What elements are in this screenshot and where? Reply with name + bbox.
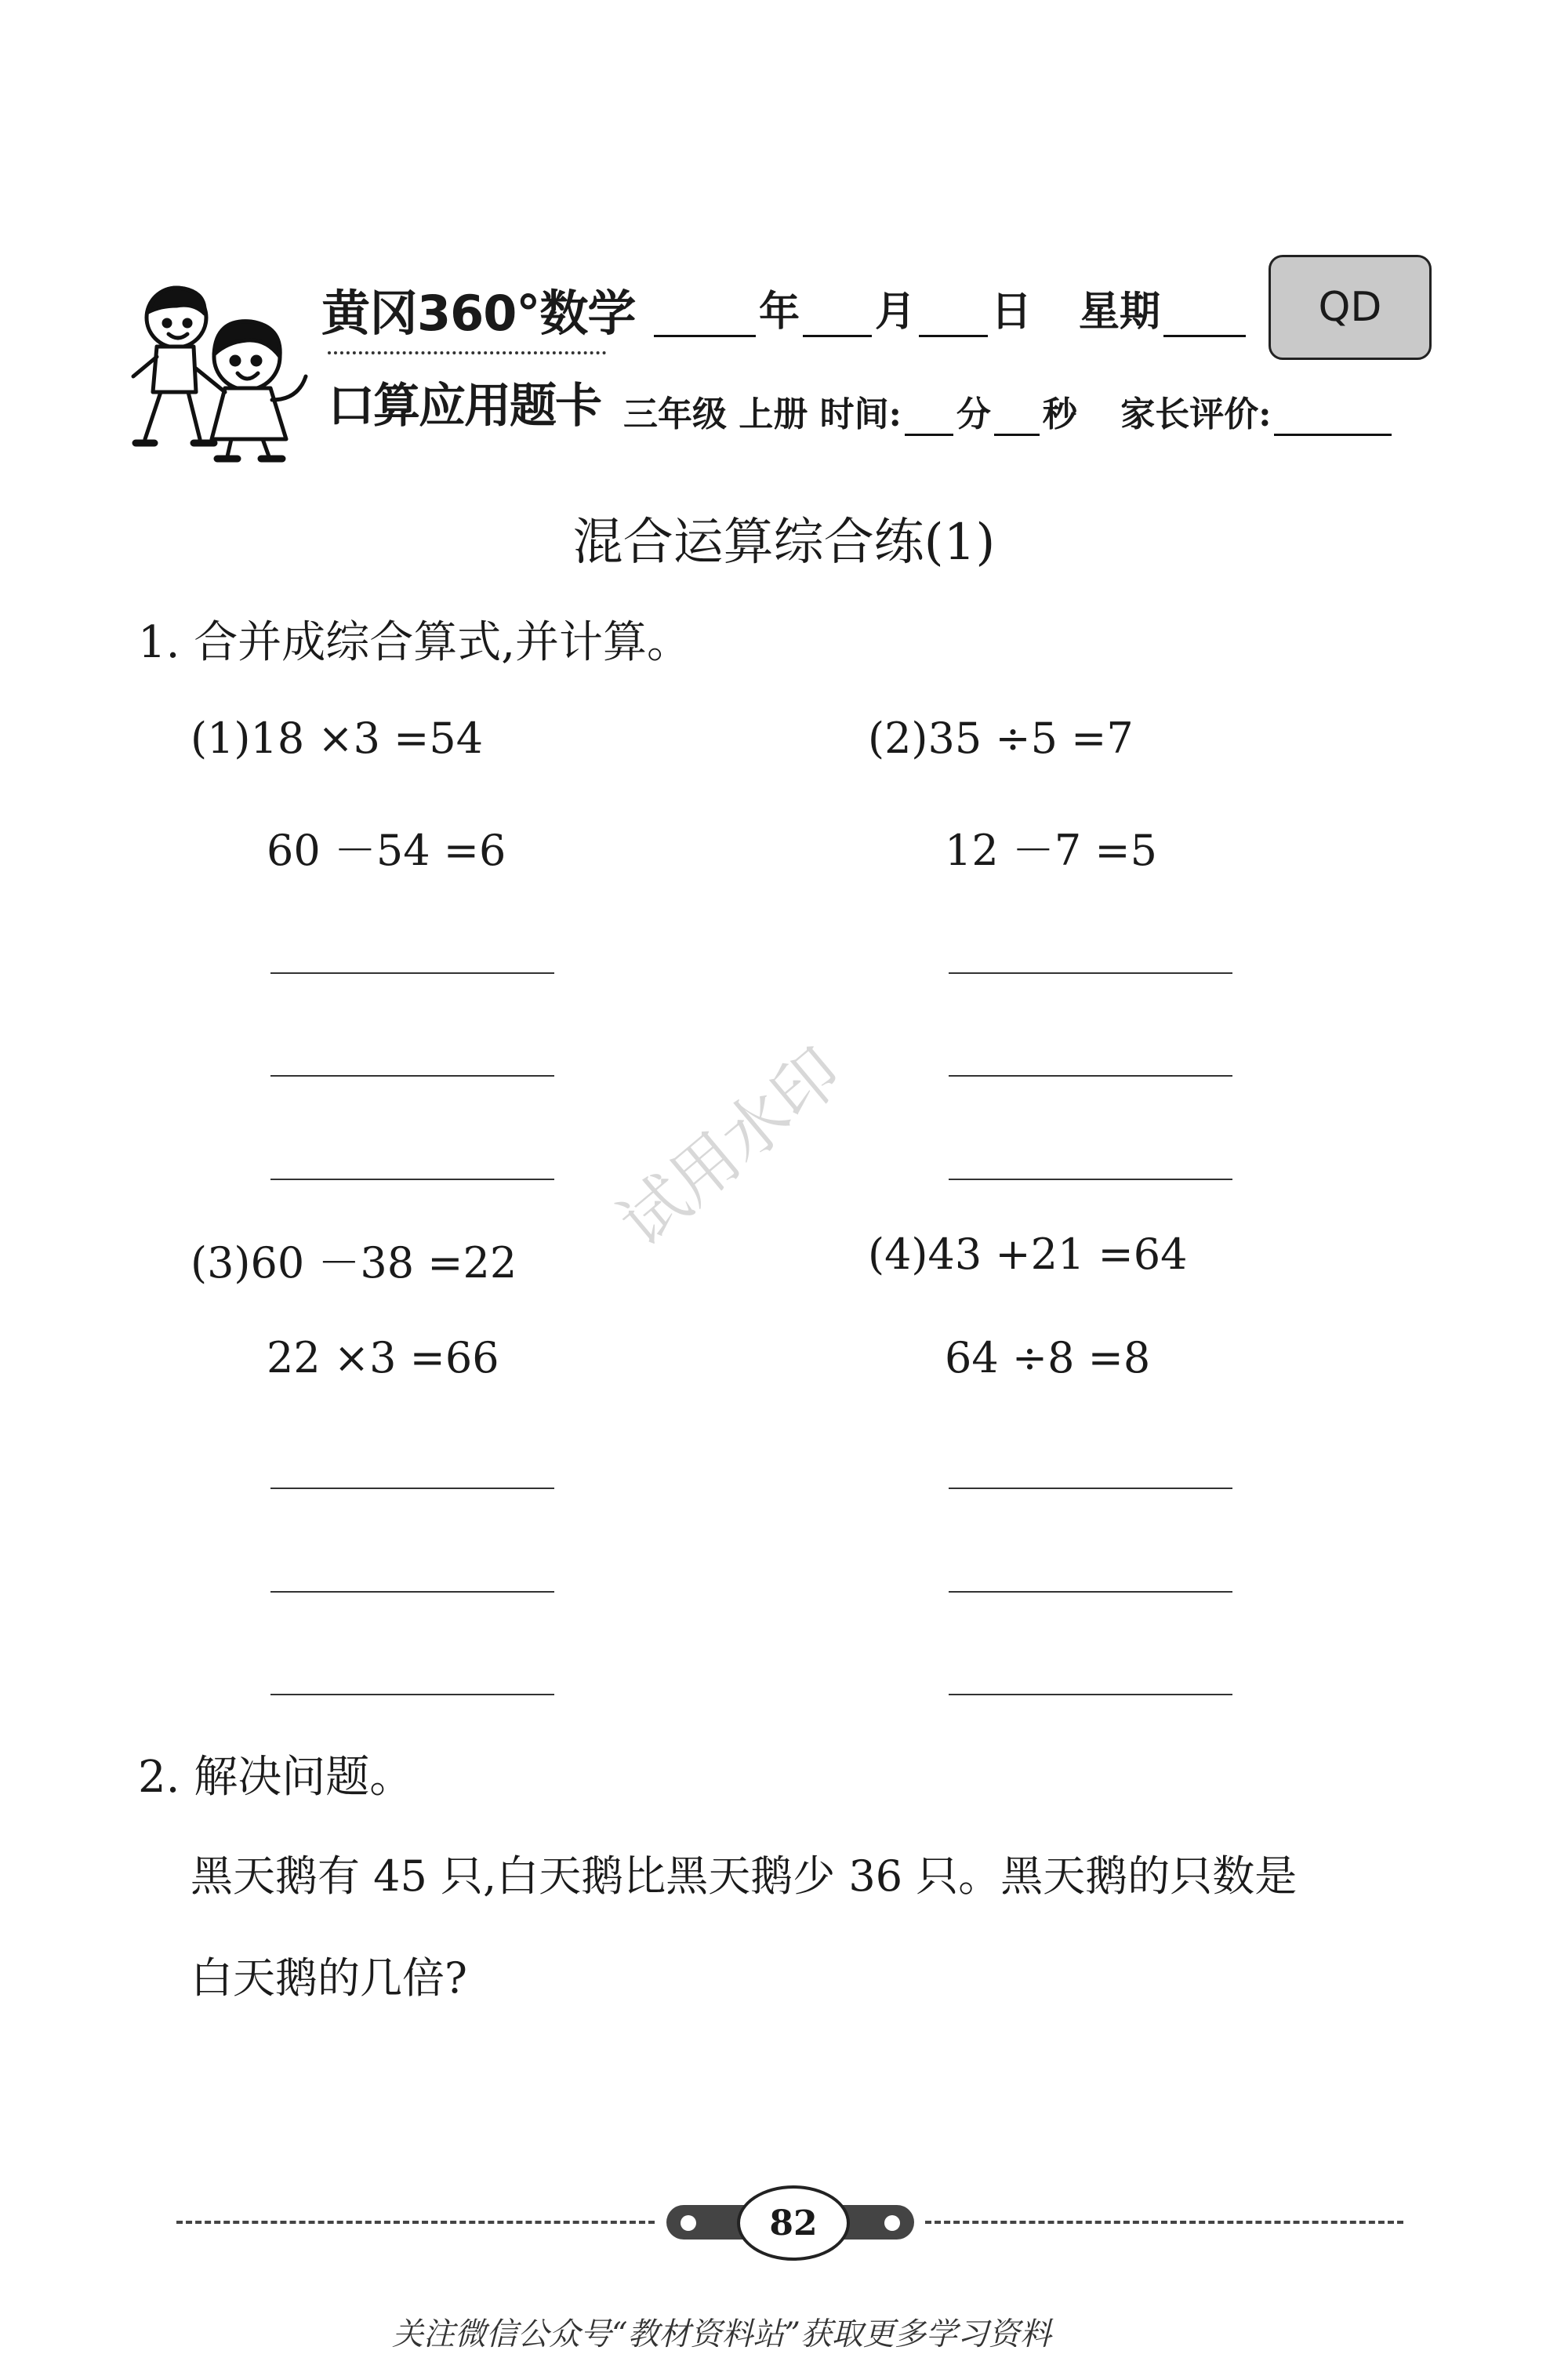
item3-step2: 22 ×3 =66 (267, 1333, 499, 1382)
term-label: 上册 (739, 394, 808, 434)
item1-step1: (1)18 ×3 =54 (191, 714, 484, 763)
item4-answer-line[interactable] (949, 1488, 1232, 1489)
month-label: 月 (875, 289, 916, 336)
question2-text-line2: 白天鹅的几倍? (191, 1953, 467, 2003)
date-row (651, 278, 1249, 337)
question2-text-line1: 黑天鹅有 45 只,白天鹅比黑天鹅少 36 只。黑天鹅的只数是 (191, 1851, 1298, 1901)
item2-step1: (2)35 ÷5 =7 (868, 714, 1134, 763)
weekday-label: 星期 (1079, 289, 1161, 336)
grade-label: 三年级 (623, 394, 727, 434)
footer-divider-left (176, 2221, 655, 2224)
item1-label: (1) (191, 714, 251, 763)
item3-answer-line[interactable] (270, 1591, 554, 1593)
item2-step2: 12 －7 =5 (945, 826, 1158, 875)
meta-row (623, 386, 1395, 436)
item1-answer-line[interactable] (270, 1075, 554, 1077)
item2-answer-line[interactable] (949, 1179, 1232, 1180)
item1-step2: 60 －54 =6 (267, 826, 506, 875)
month-blank (803, 335, 872, 337)
ribbon-dot (884, 2215, 900, 2231)
brand-subtitle: 口算应用题卡 (328, 379, 601, 434)
question1-heading: 1. 合并成综合算式,并计算。 (138, 617, 691, 668)
weekday-blank (1163, 335, 1246, 337)
item2-answer-line[interactable] (949, 1075, 1232, 1077)
year-blank (654, 335, 756, 337)
day-label: 日 (991, 289, 1033, 336)
item4-step2: 64 ÷8 =8 (945, 1333, 1151, 1382)
brand-divider (328, 351, 606, 354)
evaluation-label: 家长评价: (1120, 394, 1272, 434)
item4-step1: (4)43 +21 =64 (868, 1230, 1188, 1279)
item1-answer-line[interactable] (270, 1179, 554, 1180)
children-illustration (122, 282, 325, 463)
item3-label: (3) (191, 1238, 251, 1288)
minute-blank (905, 434, 953, 436)
item4-answer-line[interactable] (949, 1591, 1232, 1593)
section-title: 混合运算综合练(1) (572, 514, 996, 572)
footer-divider-right (925, 2221, 1403, 2224)
item3-answer-line[interactable] (270, 1694, 554, 1695)
time-label: 时间: (819, 394, 902, 434)
day-blank (919, 335, 988, 337)
brand-title: 黄冈360°数学 (321, 285, 636, 342)
item2-label: (2) (868, 714, 928, 763)
edition-badge: QD (1269, 255, 1432, 360)
item4-label: (4) (868, 1230, 928, 1279)
item4-answer-line[interactable] (949, 1694, 1232, 1695)
page-number: 82 (737, 2185, 850, 2261)
item3-step1: (3)60 －38 =22 (191, 1238, 517, 1288)
evaluation-blank (1274, 434, 1392, 436)
item2-answer-line[interactable] (949, 972, 1232, 974)
second-label: 秒 (1042, 394, 1077, 434)
second-blank (994, 434, 1040, 436)
ribbon-dot (681, 2215, 696, 2231)
trial-watermark: 试用水印 (604, 1033, 856, 1262)
minute-label: 分 (956, 394, 991, 434)
footer-notice: 关注微信公众号“教材资料站”获取更多学习资料 (392, 2316, 1051, 2352)
item3-answer-line[interactable] (270, 1488, 554, 1489)
item1-answer-line[interactable] (270, 972, 554, 974)
question2-heading: 2. 解决问题。 (138, 1752, 414, 1803)
year-label: 年 (759, 289, 800, 336)
